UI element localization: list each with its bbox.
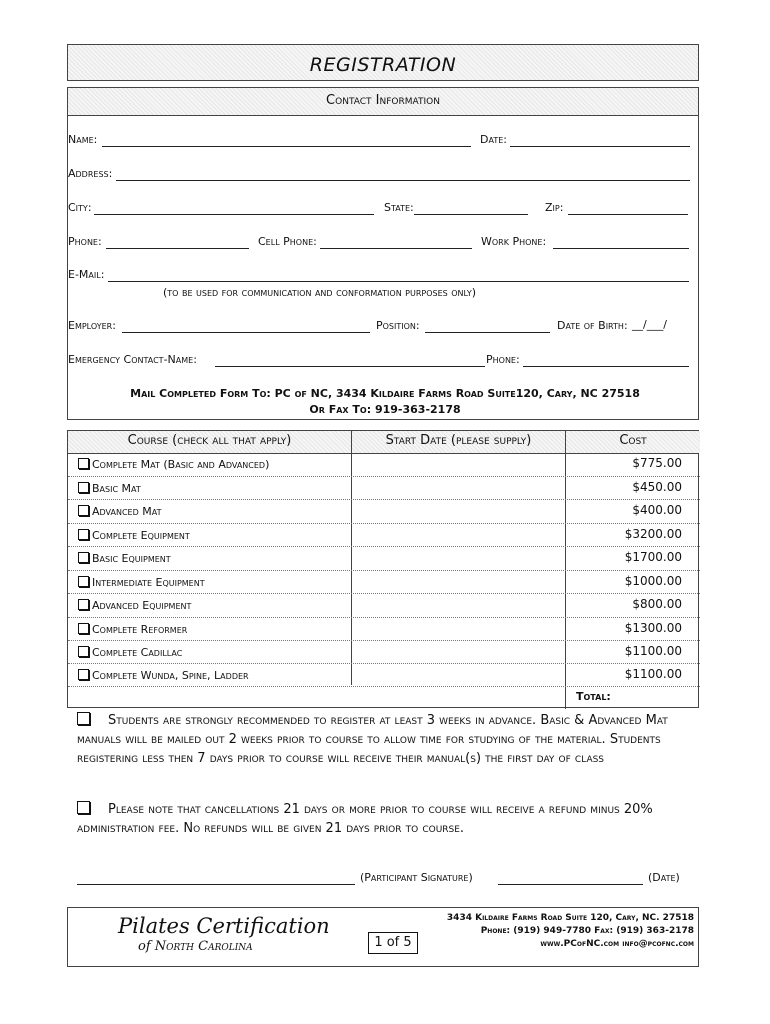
city-label: City: bbox=[68, 201, 92, 214]
course-row bbox=[68, 617, 700, 640]
note-text: Please note that cancellations 21 days or more prior to course will receive a refund minus 20% administration fee. No refunds will be given 21 days prior to course. bbox=[77, 802, 653, 836]
emergency-contact-field[interactable] bbox=[215, 366, 485, 367]
employer-label: Employer: bbox=[68, 319, 116, 332]
checkbox[interactable] bbox=[78, 552, 89, 563]
checkbox[interactable] bbox=[78, 458, 89, 469]
fax-instructions: Or Fax To: 919-363-2178 bbox=[309, 403, 461, 416]
employer-field[interactable] bbox=[122, 332, 370, 333]
mail-instructions: Mail Completed Form To: PC of NC, 3434 Kildaire Farms Road Suite120, Cary, NC 27518 bbox=[130, 387, 640, 400]
state-label: State: bbox=[384, 201, 414, 214]
total-row bbox=[68, 686, 700, 709]
email-field[interactable] bbox=[108, 281, 689, 282]
cell-phone-field[interactable] bbox=[320, 248, 472, 249]
course-row bbox=[68, 640, 700, 663]
checkbox[interactable] bbox=[78, 529, 89, 540]
course-name: Complete Wunda, Spine, Ladder bbox=[92, 669, 249, 682]
title-box bbox=[67, 44, 699, 81]
date-label: Date: bbox=[480, 133, 507, 146]
course-row bbox=[68, 453, 700, 476]
checkbox[interactable] bbox=[78, 482, 89, 493]
participant-signature-label: (Participant Signature) bbox=[360, 871, 473, 884]
phone-field[interactable] bbox=[106, 248, 249, 249]
emergency-phone-field[interactable] bbox=[523, 366, 689, 367]
state-field[interactable] bbox=[414, 214, 528, 215]
contact-heading-bar bbox=[68, 88, 698, 116]
checkbox[interactable] bbox=[78, 623, 89, 634]
checkbox[interactable] bbox=[78, 646, 89, 657]
course-table bbox=[67, 430, 699, 708]
footer-phone-fax: Phone: (919) 949-7780 Fax: (919) 363-2178 bbox=[480, 926, 694, 936]
start-date-header: Start Date (please supply) bbox=[385, 433, 532, 448]
course-name: Complete Mat (Basic and Advanced) bbox=[92, 458, 270, 471]
phone-label: Phone: bbox=[68, 235, 102, 248]
contact-heading: Contact Information bbox=[326, 93, 440, 108]
course-cost: $450.00 bbox=[632, 480, 682, 494]
work-phone-label: Work Phone: bbox=[481, 235, 547, 248]
course-cost: $800.00 bbox=[632, 597, 682, 611]
logo-of: of bbox=[138, 939, 151, 954]
course-cost: $1700.00 bbox=[624, 550, 682, 564]
course-cost: $775.00 bbox=[632, 456, 682, 470]
footer-web-email: www.PCofNC.com info@pcofnc.com bbox=[540, 939, 694, 949]
dob-label: Date of Birth: bbox=[557, 319, 628, 332]
checkbox[interactable] bbox=[78, 599, 89, 610]
checkbox[interactable] bbox=[77, 712, 90, 725]
course-row bbox=[68, 546, 700, 569]
logo-subtitle bbox=[138, 939, 253, 954]
contact-section bbox=[67, 87, 699, 420]
position-field[interactable] bbox=[425, 332, 550, 333]
cancellation-note bbox=[77, 800, 687, 838]
cell-phone-label: Cell Phone: bbox=[258, 235, 317, 248]
course-row bbox=[68, 476, 700, 499]
course-cost: $1100.00 bbox=[624, 644, 682, 658]
course-name: Complete Cadillac bbox=[92, 646, 183, 659]
address-field[interactable] bbox=[116, 180, 690, 181]
course-name: Advanced Mat bbox=[92, 505, 162, 518]
signature-field[interactable] bbox=[77, 884, 355, 885]
page-number: 1 of 5 bbox=[368, 932, 418, 954]
course-row bbox=[68, 663, 700, 686]
form-title: REGISTRATION bbox=[309, 54, 457, 76]
course-cost: $1300.00 bbox=[624, 621, 682, 635]
course-header: Course (check all that apply) bbox=[127, 433, 292, 448]
zip-field[interactable] bbox=[568, 214, 688, 215]
name-label: Name: bbox=[68, 133, 98, 146]
checkbox[interactable] bbox=[77, 801, 90, 814]
course-row bbox=[68, 570, 700, 593]
emergency-phone-label: Phone: bbox=[486, 353, 520, 366]
advance-registration-note bbox=[77, 711, 687, 768]
course-row bbox=[68, 593, 700, 616]
course-row bbox=[68, 499, 700, 522]
course-name: Intermediate Equipment bbox=[92, 576, 205, 589]
name-field[interactable] bbox=[102, 146, 471, 147]
cost-header: Cost bbox=[619, 433, 647, 448]
course-name: Basic Mat bbox=[92, 482, 141, 495]
position-label: Position: bbox=[376, 319, 420, 332]
checkbox[interactable] bbox=[78, 505, 89, 516]
checkbox[interactable] bbox=[78, 576, 89, 587]
course-row bbox=[68, 523, 700, 546]
email-label: E-Mail: bbox=[68, 268, 105, 281]
course-name: Basic Equipment bbox=[92, 552, 171, 565]
course-cost: $3200.00 bbox=[624, 527, 682, 541]
email-note: (to be used for communication and conformation purposes only) bbox=[163, 286, 477, 299]
course-name: Complete Reformer bbox=[92, 623, 188, 636]
logo-title: Pilates Certification bbox=[118, 914, 330, 938]
footer-address: 3434 Kildaire Farms Road Suite 120, Cary, NC. 27518 bbox=[446, 913, 694, 923]
checkbox[interactable] bbox=[78, 669, 89, 680]
city-field[interactable] bbox=[94, 214, 374, 215]
address-label: Address: bbox=[68, 167, 113, 180]
note-text: Students are strongly recommended to register at least 3 weeks in advance. Basic & Advanced Mat manuals will be mailed out 2 weeks prior to course to allow time for studying of the material. Students registering less then 7 days prior to course will receive their manual(s) the first day of class bbox=[77, 713, 668, 766]
course-cost: $400.00 bbox=[632, 503, 682, 517]
logo-state: North Carolina bbox=[154, 939, 253, 954]
course-name: Complete Equipment bbox=[92, 529, 190, 542]
dob-field[interactable]: __/___/ bbox=[632, 318, 667, 331]
emergency-contact-label: Emergency Contact-Name: bbox=[68, 353, 197, 366]
course-cost: $1100.00 bbox=[624, 667, 682, 681]
zip-label: Zip: bbox=[545, 201, 564, 214]
footer bbox=[67, 907, 699, 967]
signature-date-label: (Date) bbox=[648, 871, 680, 884]
date-field[interactable] bbox=[510, 146, 690, 147]
work-phone-field[interactable] bbox=[553, 248, 689, 249]
signature-date-field[interactable] bbox=[498, 884, 643, 885]
course-name: Advanced Equipment bbox=[92, 599, 192, 612]
course-cost: $1000.00 bbox=[624, 574, 682, 588]
total-label: Total: bbox=[576, 690, 611, 703]
